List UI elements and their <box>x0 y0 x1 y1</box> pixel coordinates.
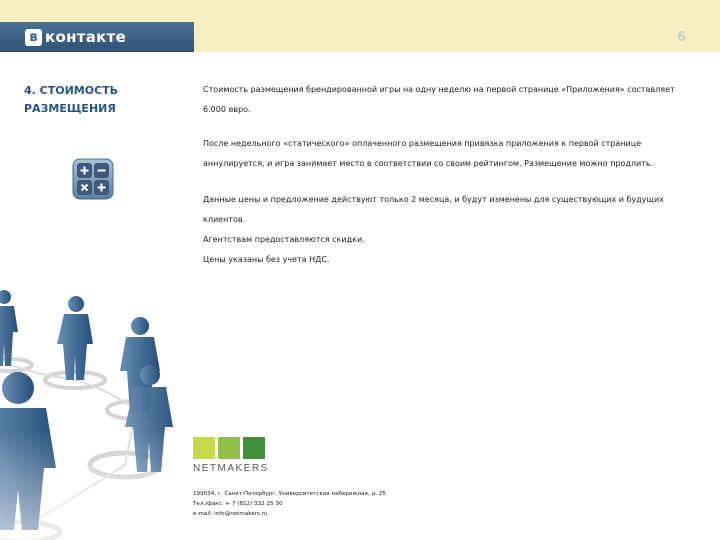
footer-phone: Тел./факс: + 7 (812) 332 25 30 <box>193 501 283 507</box>
section-title-line-1: 4. СТОИМОСТЬ <box>24 84 119 97</box>
paragraph-validity-line-2: клиентов. <box>203 215 246 224</box>
paragraph-placement-line-1: После недельного «статического» оплаченного размещения привязка приложения к первой странице <box>203 139 642 148</box>
paragraph-validity-line-1: Данные цены и предложение действуют только 2 месяца, и будут изменены для существующих и будущих <box>203 195 664 204</box>
paragraph-price-line-2: 6.000 евро. <box>203 105 251 114</box>
vk-logo-text: контакте <box>45 28 127 46</box>
footer-address: 199034, г. Санкт-Петербург, Университетская набережная, д. 25 <box>193 491 386 497</box>
netmakers-square-1 <box>193 437 215 459</box>
paragraph-price-line-1: Стоимость размещения брендированной игры на одну неделю на первой странице «Приложения» составляет <box>203 85 675 94</box>
netmakers-square-2 <box>218 437 240 459</box>
netmakers-square-3 <box>243 437 265 459</box>
vk-logo-letter: в <box>25 29 42 46</box>
person-figure-1 <box>0 290 18 366</box>
vkontakte-logo[interactable] <box>0 22 194 52</box>
paragraph-discount: Агентствам предоставляются скидки. <box>203 235 365 244</box>
paragraph-placement-line-2: аннулируется, и игра занимает место в соответствии со своим рейтингом. Размещение можно продлить. <box>203 159 654 168</box>
page-number: 6 <box>676 30 686 45</box>
section-title <box>24 82 184 118</box>
calculator-icon <box>72 158 114 200</box>
paragraph-vat: Цены указаны без учета НДС. <box>203 255 330 264</box>
section-title-line-2: РАЗМЕЩЕНИЯ <box>24 102 116 115</box>
body-text <box>203 80 683 270</box>
netmakers-wordmark: NETMAKERS <box>193 463 269 474</box>
people-network-illustration <box>0 280 195 540</box>
footer-contact <box>193 489 386 519</box>
netmakers-logo[interactable] <box>193 437 273 479</box>
footer-email[interactable]: e-mail: info@netmakers.ru <box>193 511 268 517</box>
netmakers-squares <box>193 437 273 459</box>
person-figure-2 <box>57 296 93 380</box>
